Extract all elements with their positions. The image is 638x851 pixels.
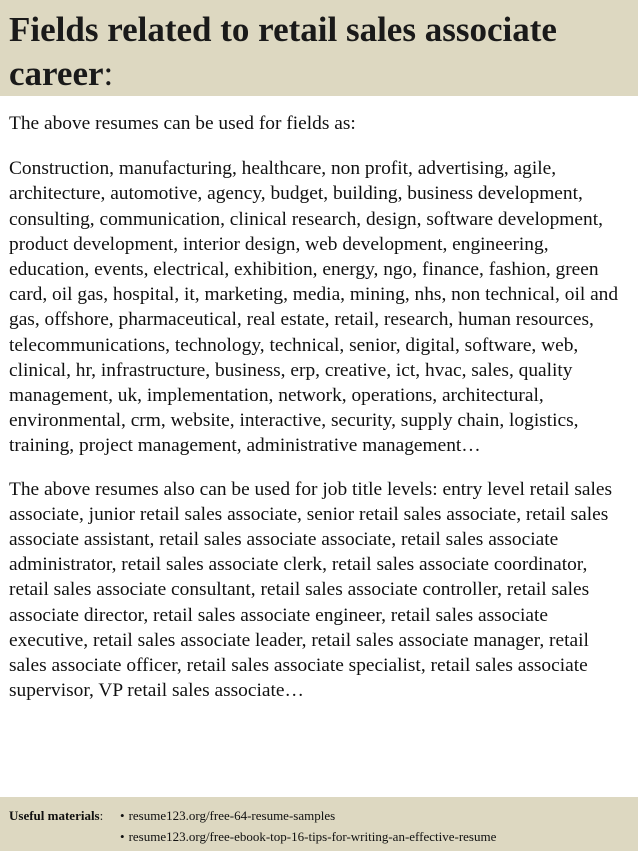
footer-link-resume-samples[interactable] (120, 808, 335, 824)
footer-link-text[interactable]: resume123.org/free-ebook-top-16-tips-for-writing-an-effective-resume (128, 829, 497, 844)
useful-materials-footer (0, 797, 638, 851)
intro-paragraph: The above resumes can be used for fields as: (9, 113, 356, 134)
fields-list-paragraph: Construction, manufacturing, healthcare, non profit, advertising, agile, architecture, automotive, agency, budget, building, business development, consulting, communication, clinical research, design, software development, product development, interior design, web development, engineering, education, events, electrical, exhibition, energy, ngo, finance, fashion, green card, oil gas, hospital, it, marketing, media, mining, nhs, non technical, oil and gas, offshore, pharmaceutical, real estate, retail, research, human resources, telecommunications, technology, technical, senior, digital, software, web, clinical, hr, infrastructure, business, erp, creative, ict, hvac, sales, quality management, uk, implementation, network, operations, architectural, environmental, crm, website, interactive, security, supply chain, logistics, training, project management, administrative management… (9, 158, 619, 457)
bullet-icon: • (120, 829, 125, 844)
footer-link-ebook-tips[interactable] (120, 829, 496, 845)
page-title-colon: : (103, 54, 114, 93)
page-title (9, 8, 609, 96)
footer-link-text[interactable]: resume123.org/free-64-resume-samples (128, 808, 336, 823)
main-content (9, 111, 631, 703)
page-title-text: Fields related to retail sales associate career (9, 10, 557, 93)
useful-materials-label (9, 808, 103, 824)
useful-materials-label-colon: : (99, 808, 104, 823)
job-levels-paragraph: The above resumes also can be used for job title levels: entry level retail sales associate, junior retail sales associate, senior retail sales associate, retail sales associate assistant, retail sales associate associate, retail sales associate administrator, retail sales associate clerk, retail sales associate coordinator, retail sales associate consultant, retail sales associate controller, retail sales associate director, retail sales associate engineer, retail sales associate executive, retail sales associate leader, retail sales associate manager, retail sales associate officer, retail sales associate specialist, retail sales associate supervisor, VP retail sales associate… (9, 478, 613, 702)
useful-materials-label-text: Useful materials (9, 808, 100, 823)
bullet-icon: • (120, 808, 125, 823)
title-banner (0, 0, 638, 96)
